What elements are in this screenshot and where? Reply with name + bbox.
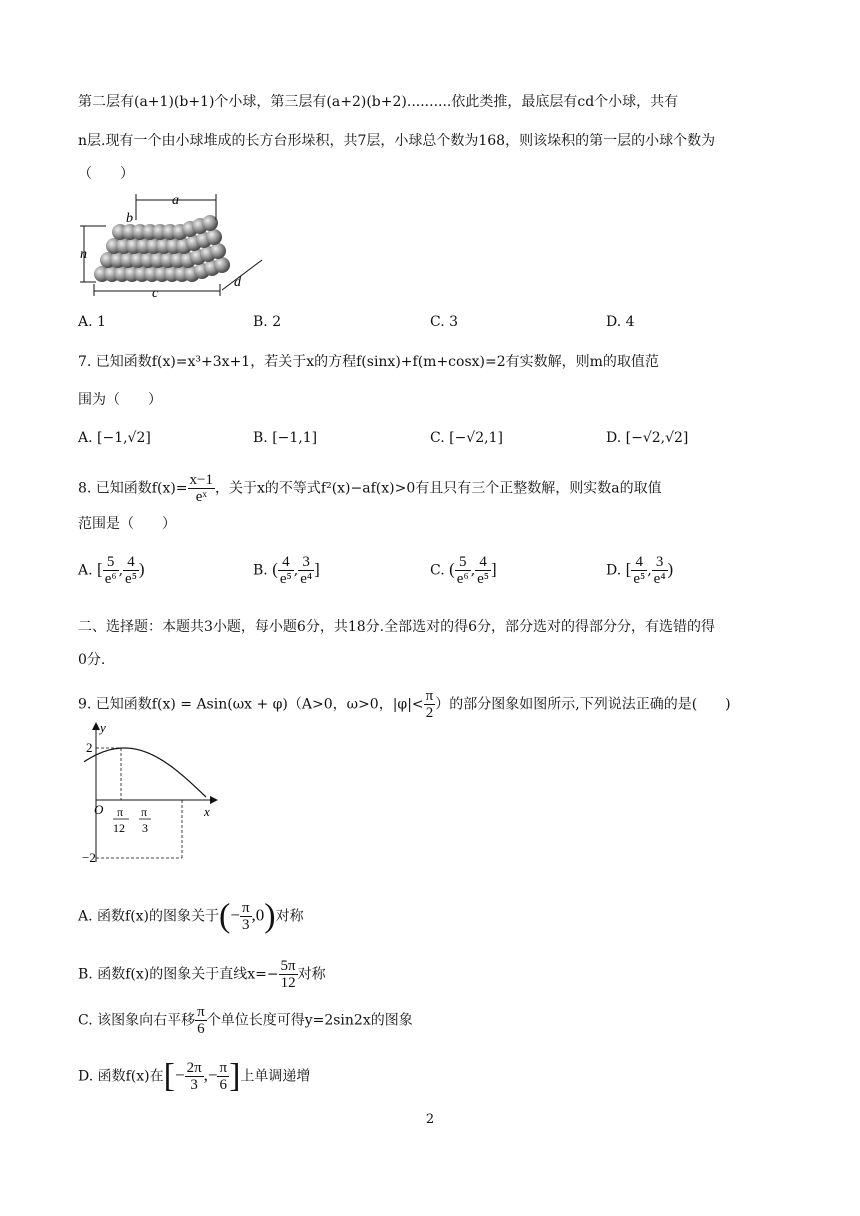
q8-a-left: [ <box>97 559 103 579</box>
num: 4 <box>475 554 491 571</box>
q8-fraction <box>188 472 215 505</box>
q7-option-a[interactable]: A. [−1,√2] <box>78 430 151 446</box>
num: 5 <box>455 554 471 571</box>
num: π <box>241 900 250 916</box>
q7-option-c[interactable]: C. [−√2,1] <box>430 430 503 446</box>
q8-c-label: C. <box>430 562 445 579</box>
y-min-label: −2 <box>82 850 96 865</box>
q8-option-d[interactable]: D. [ $\frac{4}{\text{e⁵}}$ , $\frac{3}{\text{e⁴}}$ ) <box>606 554 674 587</box>
label-n: n <box>80 247 87 262</box>
q8-b-right: ] <box>314 559 320 579</box>
q7-line2: 围为（ ） <box>78 392 162 408</box>
y-max-label: 2 <box>86 740 93 755</box>
num: 4 <box>278 554 294 571</box>
sine-curve <box>84 748 206 797</box>
q9-sine-graph <box>84 718 220 868</box>
x-axis-label: x <box>204 804 210 819</box>
q9-frac-num: π <box>425 688 434 704</box>
q6-option-d[interactable]: D. 4 <box>606 314 635 330</box>
ball <box>206 229 222 245</box>
q8-a-label: A. <box>78 562 93 579</box>
den: e⁵ <box>279 571 292 587</box>
den: 6 <box>197 1021 205 1037</box>
den: e⁴ <box>300 571 313 587</box>
q8-frac-num: x−1 <box>189 472 214 488</box>
q8-b-frac1 <box>278 554 294 587</box>
q8-a-frac1 <box>103 554 119 587</box>
tick2-den: 3 <box>142 821 148 835</box>
q8-b-left: ( <box>272 559 278 579</box>
den: 12 <box>280 975 296 991</box>
den: e⁵ <box>125 571 137 587</box>
q8-line1 <box>78 472 662 505</box>
q6-option-b[interactable]: B. 2 <box>253 314 282 330</box>
ball <box>210 243 226 259</box>
den: e⁶ <box>104 571 117 587</box>
q9-a-zero: ,0 <box>251 905 265 925</box>
q9-a-right: ) <box>264 897 276 935</box>
origin-label: O <box>94 802 104 817</box>
q8-line1-pre: 8. 已知函数f(x)= <box>78 480 188 497</box>
q9-b-pre: B. 函数f(x)的图象关于直线x=− <box>78 966 279 983</box>
q9-b-post: 对称 <box>297 966 326 983</box>
tick1-num: π <box>117 805 124 819</box>
q9-a-frac <box>240 900 252 933</box>
den: 3 <box>190 1077 198 1093</box>
q9-d-pre: D. 函数f(x)在 <box>78 1068 164 1085</box>
den: 3 <box>241 917 250 933</box>
q9-c-post: 个单位长度可得y=2sin2x的图象 <box>206 1012 413 1029</box>
q8-line1-post: ，关于x的不等式f²(x)−af(x)>0有且只有三个正整数解，则实数a的取值 <box>215 480 662 497</box>
tick1-den: 12 <box>113 821 125 835</box>
q8-line2: 范围是（ ） <box>78 516 176 532</box>
q9-a-post: 对称 <box>275 908 304 925</box>
q9-frac-den: 2 <box>425 705 434 721</box>
label-d: d <box>234 275 241 290</box>
label-b: b <box>126 211 133 226</box>
page-number: 2 <box>425 1112 435 1127</box>
q9-d-minus1: − <box>174 1065 185 1085</box>
q9-line1-post: ）的部分图象如图所示,下列说法正确的是( ) <box>435 696 731 713</box>
q9-option-b[interactable] <box>78 958 326 991</box>
q9-a-left: ( <box>219 897 231 935</box>
q8-d-label: D. <box>606 562 622 579</box>
q9-d-left: [ <box>163 1057 175 1095</box>
den: e⁵ <box>477 571 490 587</box>
q9-d-frac1 <box>185 1060 204 1093</box>
q8-b-frac2 <box>298 554 314 587</box>
q6-line1: 第二层有(a+1)(b+1)个小球，第三层有(a+2)(b+2)..........依此类推，最底层有cd个小球，共有 <box>78 94 679 110</box>
num: 4 <box>123 554 139 571</box>
q6-option-a[interactable]: A. 1 <box>78 314 106 330</box>
num: π <box>219 1060 228 1076</box>
q9-line1-pre: 9. 已知函数f(x) = Asin(ωx + φ)（A>0，ω>0，|φ|< <box>78 696 424 713</box>
den: 6 <box>219 1077 228 1093</box>
q8-d-frac2 <box>652 554 668 587</box>
num: 5 <box>103 554 119 571</box>
q9-c-pre: C. 该图象向右平移 <box>78 1012 196 1029</box>
num: 3 <box>298 554 314 571</box>
q7-option-d[interactable]: D. [−√2,√2] <box>606 430 689 446</box>
q7-option-b[interactable]: B. [−1,1] <box>253 430 318 446</box>
q8-b-label: B. <box>253 562 268 579</box>
q8-d-right: ) <box>667 559 674 579</box>
q9-d-frac2 <box>217 1060 229 1093</box>
num: 5π <box>280 958 296 974</box>
num: 3 <box>652 554 668 571</box>
q8-c-frac1 <box>455 554 471 587</box>
num: 2π <box>186 1060 202 1076</box>
tick2-num: π <box>141 805 148 819</box>
q9-fraction <box>424 688 436 721</box>
den: e⁴ <box>653 571 666 587</box>
q6-option-c[interactable]: C. 3 <box>430 314 459 330</box>
q9-option-a[interactable] <box>78 897 304 935</box>
q9-a-minus: − <box>230 905 240 925</box>
section2-line2: 0分. <box>78 652 106 668</box>
q8-option-c[interactable]: C. ( $\frac{5}{\text{e⁶}}$ , $\frac{4}{\text{e⁵}}$ ] <box>430 554 497 587</box>
q8-option-a[interactable]: A. [ $\frac{5}{\text{e⁶}}$ , $\frac{4}{\text{e⁵}}$ ) <box>78 554 145 587</box>
q8-c-left: ( <box>449 559 455 579</box>
q9-a-pre: A. 函数f(x)的图象关于 <box>78 908 220 925</box>
den: e⁵ <box>633 571 646 587</box>
section2-line1: 二、选择题：本题共3小题，每小题6分，共18分.全部选对的得6分，部分选对的得部分分，有选错的得 <box>78 619 715 635</box>
q9-b-frac <box>279 958 298 991</box>
q9-d-right: ] <box>229 1057 241 1095</box>
q8-d-left: [ <box>625 559 632 579</box>
q9-d-comma: ,− <box>203 1065 218 1085</box>
q6-paren: （ ） <box>78 166 134 182</box>
q7-line1: 7. 已知函数f(x)=x³+3x+1，若关于x的方程f(sinx)+f(m+cosx)=2有实数解，则m的取值范 <box>78 354 659 370</box>
label-a: a <box>172 193 179 208</box>
q8-a-right: ) <box>138 559 145 579</box>
ball <box>214 257 230 273</box>
q9-c-frac <box>195 1004 207 1037</box>
q8-d-frac1 <box>631 554 647 587</box>
num: 4 <box>631 554 647 571</box>
q9-d-post: 上单调递增 <box>240 1068 311 1085</box>
q9-line1 <box>78 688 731 721</box>
y-axis-label: y <box>100 720 106 735</box>
q8-a-frac2 <box>123 554 139 587</box>
q6-line2: n层.现有一个由小球堆成的长方台形垛积，共7层，小球总个数为168，则该垛积的第一层的小球个数为 <box>78 133 716 149</box>
q9-option-d[interactable] <box>78 1057 311 1095</box>
q8-frac-den: eˣ <box>195 489 207 505</box>
q8-c-right: ] <box>491 559 497 579</box>
q8-option-b[interactable]: B. ( $\frac{4}{\text{e⁵}}$ , $\frac{3}{\text{e⁴}}$ ] <box>253 554 320 587</box>
ball-grid <box>94 215 230 282</box>
num: π <box>197 1004 205 1020</box>
q8-c-frac2 <box>475 554 491 587</box>
den: e⁶ <box>456 571 469 587</box>
q6-ball-stack-figure <box>76 190 272 301</box>
q9-option-c[interactable] <box>78 1004 413 1037</box>
label-c: c <box>152 286 159 301</box>
